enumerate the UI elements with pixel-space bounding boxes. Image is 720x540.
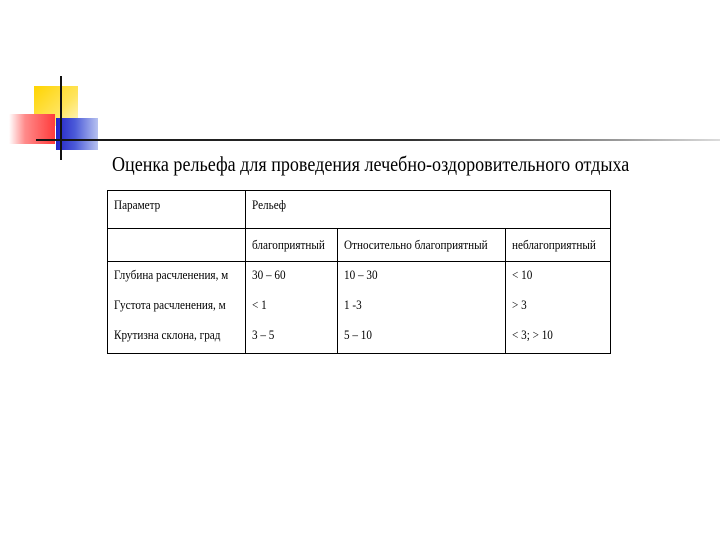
- table-value: < 3; > 10: [512, 327, 553, 342]
- table-value: > 3: [512, 297, 527, 312]
- table-subheader-row: [108, 229, 611, 262]
- table-value: 10 – 30: [344, 267, 378, 282]
- table-value: 30 – 60: [252, 267, 286, 282]
- table-value: 1 -3: [344, 297, 362, 312]
- table-header-row: [108, 191, 611, 229]
- subheader-empty-cell: [108, 229, 246, 262]
- row-name: Глубина расчленения, м: [114, 267, 229, 282]
- unfavorable-values-cell: [506, 262, 611, 354]
- subheader-cell-favorable: благоприятный: [246, 229, 338, 262]
- relief-table: [107, 190, 611, 354]
- title-rule-line: [36, 139, 720, 141]
- slide-title: Оценка рельефа для проведения лечебно-оздоровительного отдыха: [112, 152, 630, 176]
- favorable-values-cell: [246, 262, 338, 354]
- relatively-favorable-values-cell: [338, 262, 506, 354]
- table-value: < 1: [252, 297, 267, 312]
- table-value: < 10: [512, 267, 533, 282]
- table-body-row: [108, 262, 611, 354]
- table-value: 3 – 5: [252, 327, 275, 342]
- row-name: Густота расчленения, м: [114, 297, 226, 312]
- subheader-cell-unfavorable: неблагоприятный: [506, 229, 611, 262]
- subheader-cell-relatively-favorable: Относительно благоприятный: [338, 229, 506, 262]
- header-cell-param: Параметр: [108, 191, 246, 229]
- logo-vertical-line: [60, 76, 62, 160]
- parameter-names-cell: [108, 262, 246, 354]
- logo-blue-square: [56, 118, 98, 150]
- header-cell-relief: Рельеф: [246, 191, 611, 229]
- row-name: Крутизна склона, град: [114, 327, 221, 342]
- table-value: 5 – 10: [344, 327, 372, 342]
